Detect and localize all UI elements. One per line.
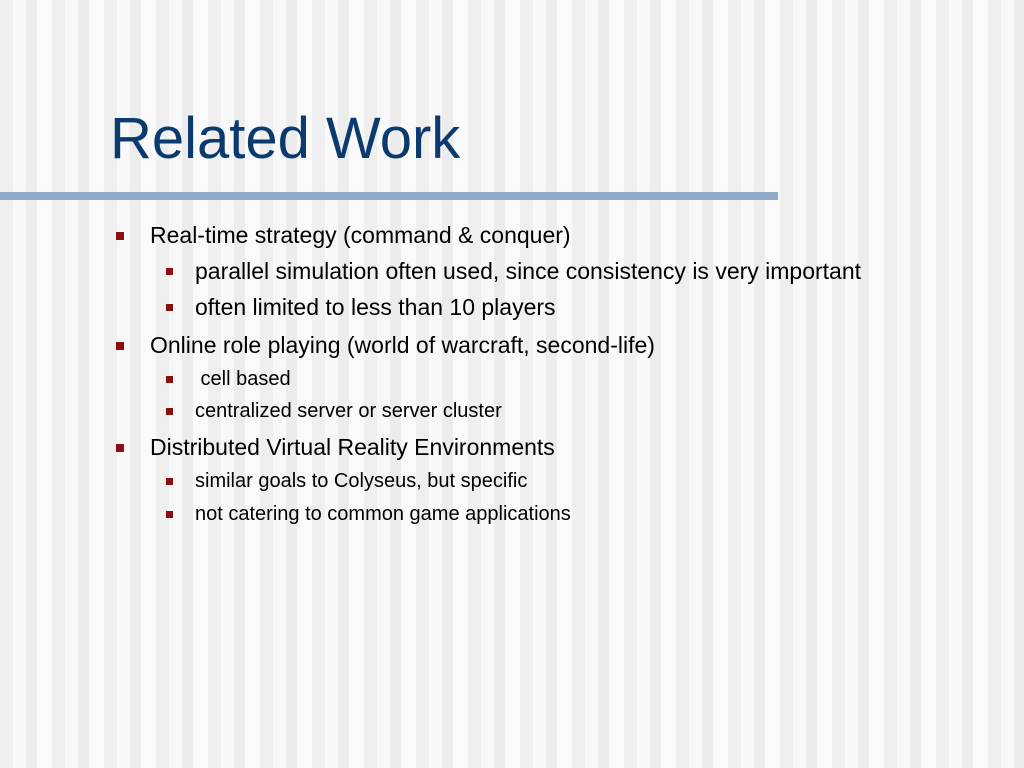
sub-bullet-text: parallel simulation often used, since consistency is very important [195, 258, 862, 284]
sub-bullet-text: cell based [195, 368, 291, 390]
bullet-item [116, 434, 555, 461]
sub-bullet-item [166, 294, 556, 321]
sub-bullet-item [166, 368, 291, 391]
square-bullet-icon [166, 376, 173, 383]
square-bullet-icon [116, 232, 124, 240]
sub-bullet-item [166, 503, 571, 526]
square-bullet-icon [166, 304, 173, 311]
square-bullet-icon [166, 478, 173, 485]
bullet-text: Distributed Virtual Reality Environments [150, 434, 555, 460]
bullet-item [116, 332, 655, 359]
square-bullet-icon [116, 342, 124, 350]
sub-bullet-item [166, 470, 527, 493]
sub-bullet-text: similar goals to Colyseus, but specific [195, 470, 528, 492]
title-underline [0, 192, 778, 200]
sub-bullet-text: not catering to common game applications [195, 503, 571, 525]
square-bullet-icon [116, 444, 124, 452]
square-bullet-icon [166, 511, 173, 518]
bullet-item [116, 222, 571, 249]
sub-bullet-text: often limited to less than 10 players [195, 294, 556, 320]
bullet-text: Online role playing (world of warcraft, second-life) [150, 332, 655, 358]
slide-title: Related Work [110, 106, 461, 171]
square-bullet-icon [166, 408, 173, 415]
bullet-text: Real-time strategy (command & conquer) [150, 222, 571, 248]
sub-bullet-text: centralized server or server cluster [195, 400, 502, 422]
sub-bullet-item [166, 400, 502, 423]
square-bullet-icon [166, 268, 173, 275]
sub-bullet-item [166, 258, 861, 285]
